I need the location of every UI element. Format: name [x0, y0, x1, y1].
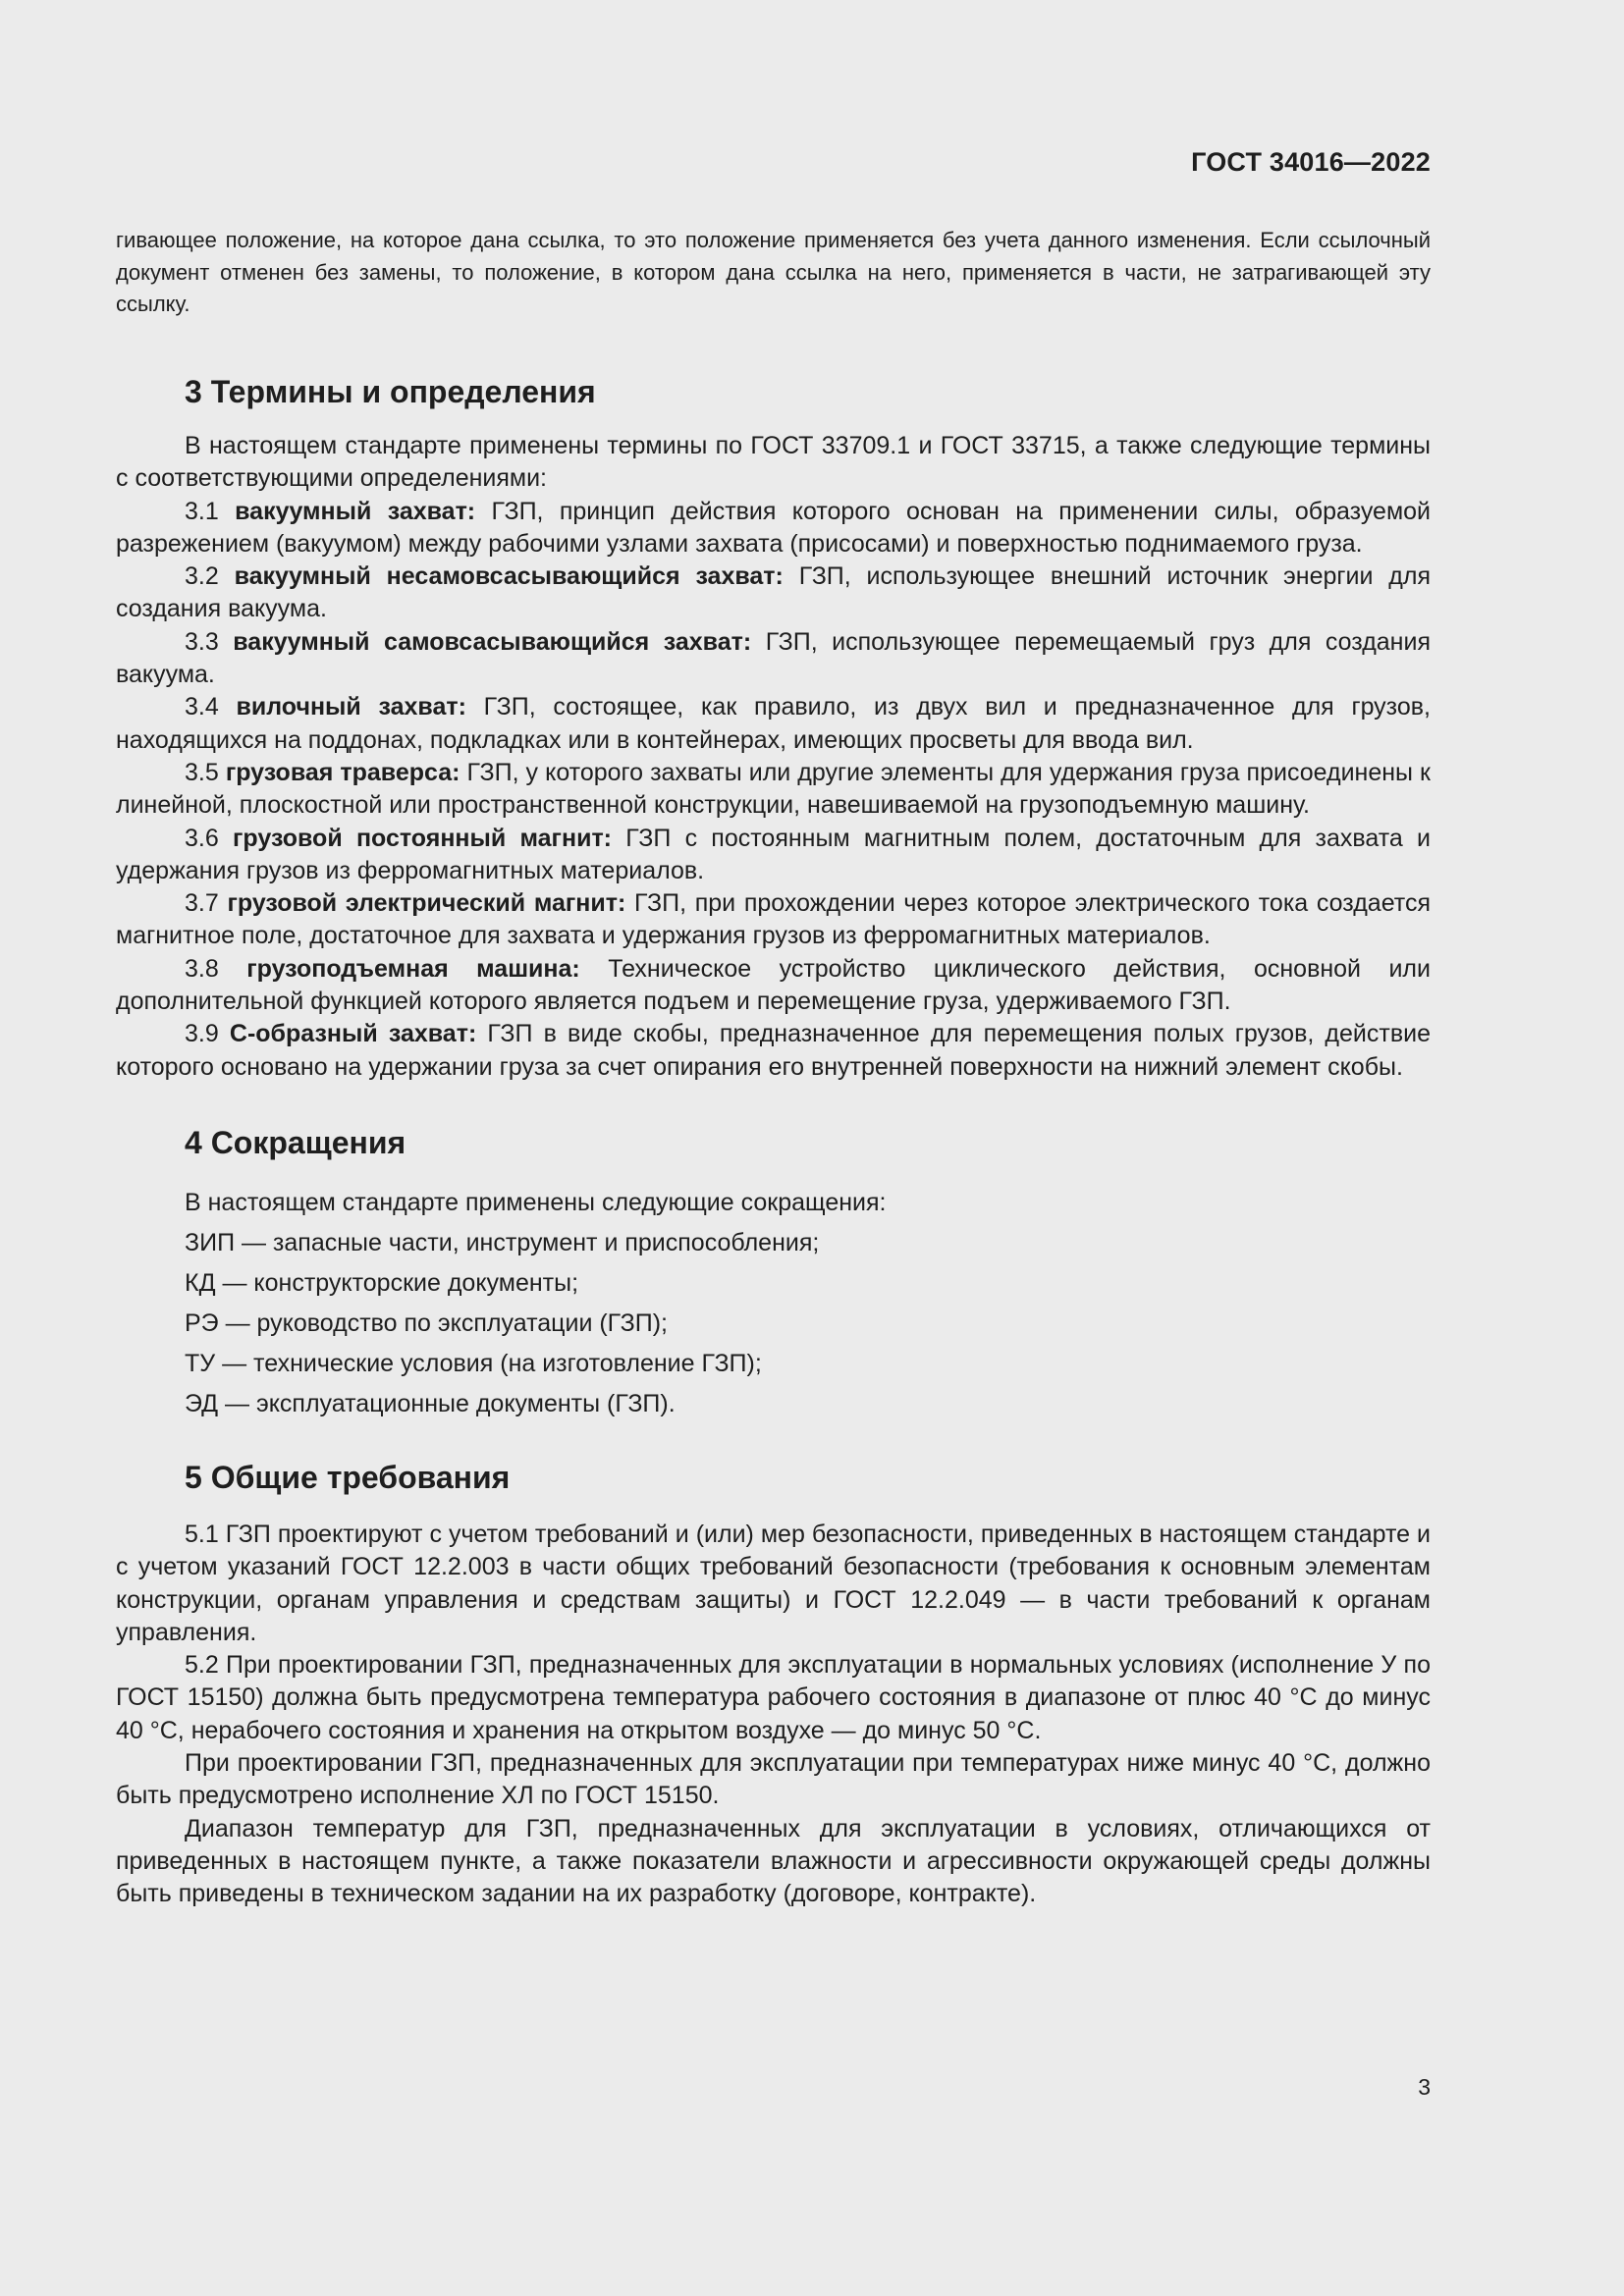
term-3-6: [116, 823, 1431, 888]
term-number: 3.5: [185, 758, 219, 786]
term-number: 3.4: [185, 693, 219, 721]
document-code-header: ГОСТ 34016—2022: [1191, 147, 1431, 177]
abbreviation-item: ЭД — эксплуатационные документы (ГЗП).: [185, 1389, 676, 1417]
abbreviation-item: КД — конструкторские документы;: [185, 1268, 579, 1297]
term-definition: ГЗП, у которого захваты или другие элементы для удержания груза присоединены к линейной, плоскостной или пространственной конструкции, навешиваемой на грузоподъемную машину.: [116, 758, 1431, 820]
term-definition: ГЗП с постоянным магнитным полем, достаточным для захвата и удержания грузов из ферромагнитных материалов.: [116, 824, 1431, 884]
term-3-8: [116, 953, 1431, 1019]
intro-paragraph: гивающее положение, на которое дана ссылка, то это положение применяется без учета данного изменения. Если ссылочный документ отменен без замены, то положение, в котором дана ссылка на него, применяется в части, не затрагивающей эту ссылку.: [116, 228, 1431, 316]
term-definition: Техническое устройство циклического действия, основной или дополнительной функцией которого является подъем и перемещение груза, удерживаемого ГЗП.: [116, 954, 1431, 1016]
term-number: 3.7: [185, 889, 219, 918]
term-name: грузовой постоянный магнит:: [233, 824, 613, 852]
term-number: 3.1: [185, 497, 219, 525]
term-3-2: [116, 561, 1431, 626]
abbreviation-item: РЭ — руководство по эксплуатации (ГЗП);: [185, 1308, 669, 1337]
section-5-paragraph: При проектировании ГЗП, предназначенных для эксплуатации при температурах ниже минус 40 °С, должно быть предусмотрено исполнение ХЛ по ГОСТ 15150.: [116, 1749, 1431, 1810]
term-number: 3.9: [185, 1020, 219, 1048]
term-3-7: [116, 887, 1431, 953]
abbreviation-item: ТУ — технические условия (на изготовление ГЗП);: [185, 1349, 762, 1377]
term-3-9: [116, 1018, 1431, 1084]
term-definition: ГЗП, состоящее, как правило, из двух вил и предназначенное для грузов, находящихся на поддонах, подкладках или в контейнерах, имеющих просветы для ввода вил.: [116, 693, 1431, 754]
main-content: [116, 371, 1431, 1911]
term-name: вилочный захват:: [236, 693, 466, 721]
section-3-heading: 3 Термины и определения: [185, 374, 596, 409]
term-number: 3.2: [185, 562, 219, 591]
term-number: 3.8: [185, 954, 219, 983]
section-3-intro: В настоящем стандарте применены термины по ГОСТ 33709.1 и ГОСТ 33715, а также следующие термины с соответствующими определениями:: [116, 432, 1431, 493]
term-name: вакуумный самовсасывающийся захват:: [233, 627, 752, 656]
term-name: грузовая траверса:: [225, 758, 460, 786]
term-definition: ГЗП, при прохождении через которое электрического тока создается магнитное поле, достаточное для захвата и удержания грузов из ферромагнитных материалов.: [116, 889, 1431, 950]
term-3-4: [116, 691, 1431, 757]
term-definition: ГЗП, принцип действия которого основан на применении силы, образуемой разрежением (вакуумом) между рабочими узлами захвата (присосами) и поверхностью поднимаемого груза.: [116, 497, 1432, 558]
section-5-heading: 5 Общие требования: [185, 1459, 511, 1495]
page-number: 3: [1418, 2074, 1431, 2100]
section-5-paragraph: 5.1 ГЗП проектируют с учетом требований и (или) мер безопасности, приведенных в настоящем стандарте и с учетом указаний ГОСТ 12.2.003 в части общих требований безопасности (требования к основным элементам конструкции, органам управления и средствам защиты) и ГОСТ 12.2.049 — в части требований к органам управления.: [116, 1520, 1431, 1646]
abbreviations-intro: В настоящем стандарте применены следующие сокращения:: [185, 1188, 887, 1216]
section-3-body: [116, 430, 1431, 1084]
term-name: вакуумный захват:: [235, 497, 476, 525]
term-3-3: [116, 626, 1431, 692]
term-number: 3.6: [185, 824, 219, 852]
term-definition: ГЗП, использующее перемещаемый груз для создания вакуума.: [116, 627, 1431, 689]
term-definition: ГЗП, использующее внешний источник энергии для создания вакуума.: [116, 562, 1431, 623]
term-name: грузовой электрический магнит:: [227, 889, 626, 918]
section-5-paragraph: 5.2 При проектировании ГЗП, предназначенных для эксплуатации в нормальных условиях (исполнение У по ГОСТ 15150) должна быть предусмотрена температура рабочего состояния в диапазоне от плюс 40 °С до минус 40 °С, нерабочего состояния и хранения на открытом воздухе — до минус 50 °С.: [116, 1651, 1431, 1744]
section-5-paragraph: Диапазон температур для ГЗП, предназначенных для эксплуатации в условиях, отличающихся от приведенных в настоящем пункте, а также показатели влажности и агрессивности окружающей среды должны быть приведены в техническом задании на их разработку (договоре, контракте).: [116, 1814, 1431, 1908]
term-definition: ГЗП в виде скобы, предназначенное для перемещения полых грузов, действие которого основано на удержании груза за счет опирания его внутренней поверхности на нижний элемент скобы.: [116, 1020, 1431, 1081]
term-3-1: [116, 496, 1431, 561]
section-4-body: [116, 1183, 1431, 1424]
term-name: вакуумный несамовсасывающийся захват:: [234, 562, 784, 591]
term-3-5: [116, 757, 1431, 823]
section-4-heading: 4 Сокращения: [185, 1124, 406, 1160]
abbreviation-item: ЗИП — запасные части, инструмент и приспособления;: [185, 1228, 820, 1256]
term-name: С-образный захват:: [229, 1020, 477, 1048]
term-number: 3.3: [185, 627, 219, 656]
section-5-body: [116, 1519, 1431, 1911]
term-name: грузоподъемная машина:: [246, 954, 580, 983]
